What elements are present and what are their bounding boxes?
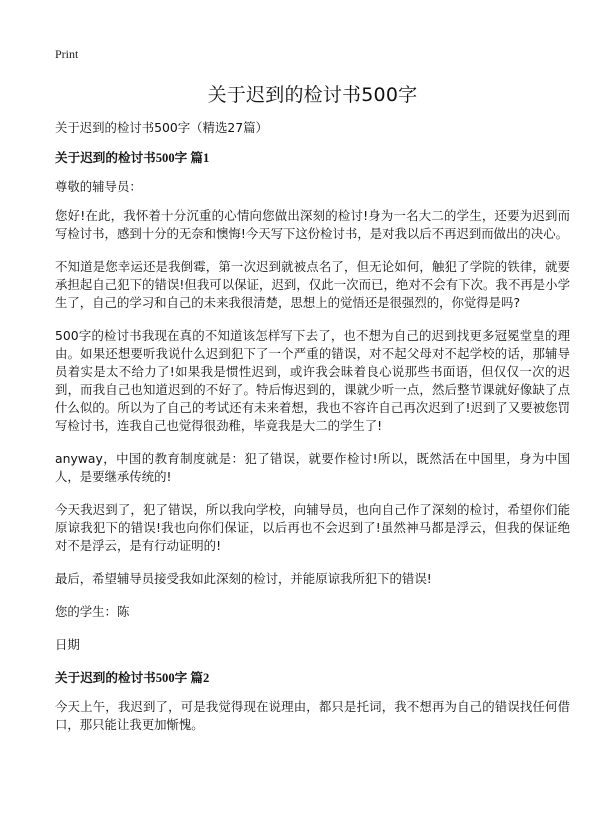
print-link[interactable]: Print xyxy=(55,47,79,61)
paragraph: 今天我迟到了，犯了错误，所以我向学校，向辅导员，也向自己作了深刻的检讨，希望你们能原谅我犯下的错误!我也向你们保证，以后再也不会迟到了!虽然神马都是浮云，但我的保证绝对不是浮云，是有行动证明的! xyxy=(55,502,570,553)
section-heading-2: 关于迟到的检讨书500字 篇2 xyxy=(55,671,210,685)
section-heading-1: 关于迟到的检讨书500字 篇1 xyxy=(55,151,210,165)
paragraph: 今天上午，我迟到了，可是我觉得现在说理由，都只是托词，我不想再为自己的错误找任何借口，那只能让我更加惭愧。 xyxy=(55,699,570,732)
signature-line: 您的学生：陈 xyxy=(55,604,130,619)
document-title: 关于迟到的检讨书500字 xyxy=(207,84,418,106)
date-line: 日期 xyxy=(55,637,80,652)
paragraph: 您好!在此，我怀着十分沉重的心情向您做出深刻的检讨!身为一名大二的学生，还要为迟到而写检讨书，感到十分的无奈和懊悔!今天写下这份检讨书，是对我以后不再迟到而做出的决心。 xyxy=(55,208,570,241)
salutation: 尊敬的辅导员： xyxy=(55,179,142,194)
paragraph: 500字的检讨书我现在真的不知道该怎样写下去了，也不想为自己的迟到找更多冠冕堂皇的理由。如果还想要听我说什么迟到犯下了一个严重的错误，对不起父母对不起学校的话，那辅导员着实是太不给力了!如果我是惯性迟到，或许我会昧着良心说那些书面语，但仅仅一次的迟到，而我自己也知道迟到的不好了。特后悔迟到的，课就少听一点，然后整节课就好像缺了点什么似的。所以为了自己的考试还有未来着想，我也不容许自己再次迟到了!迟到了又要被您罚写检讨书，连我自己也觉得很劲稚，毕竟我是大二的学生了! xyxy=(55,328,570,433)
document-body xyxy=(55,119,570,749)
document-subtitle: 关于迟到的检讨书500字（精选27篇） xyxy=(55,120,268,135)
paragraph: anyway，中国的教育制度就是：犯了错误，就要作检讨!所以，既然活在中国里，身为中国人，是要继承传统的! xyxy=(55,451,570,484)
paragraph: 最后，希望辅导员接受我如此深刻的检讨，并能原谅我所犯下的错误! xyxy=(55,571,432,586)
paragraph: 不知道是您幸运还是我倒霉，第一次迟到就被点名了，但无论如何，触犯了学院的铁律，就要承担起自己犯下的错误!但我可以保证，迟到，仅此一次而已，绝对不会有下次。我不再是小学生了，自己的学习和自己的未来我很清楚，思想上的觉悟还是很强烈的，你觉得是吗? xyxy=(55,259,570,310)
